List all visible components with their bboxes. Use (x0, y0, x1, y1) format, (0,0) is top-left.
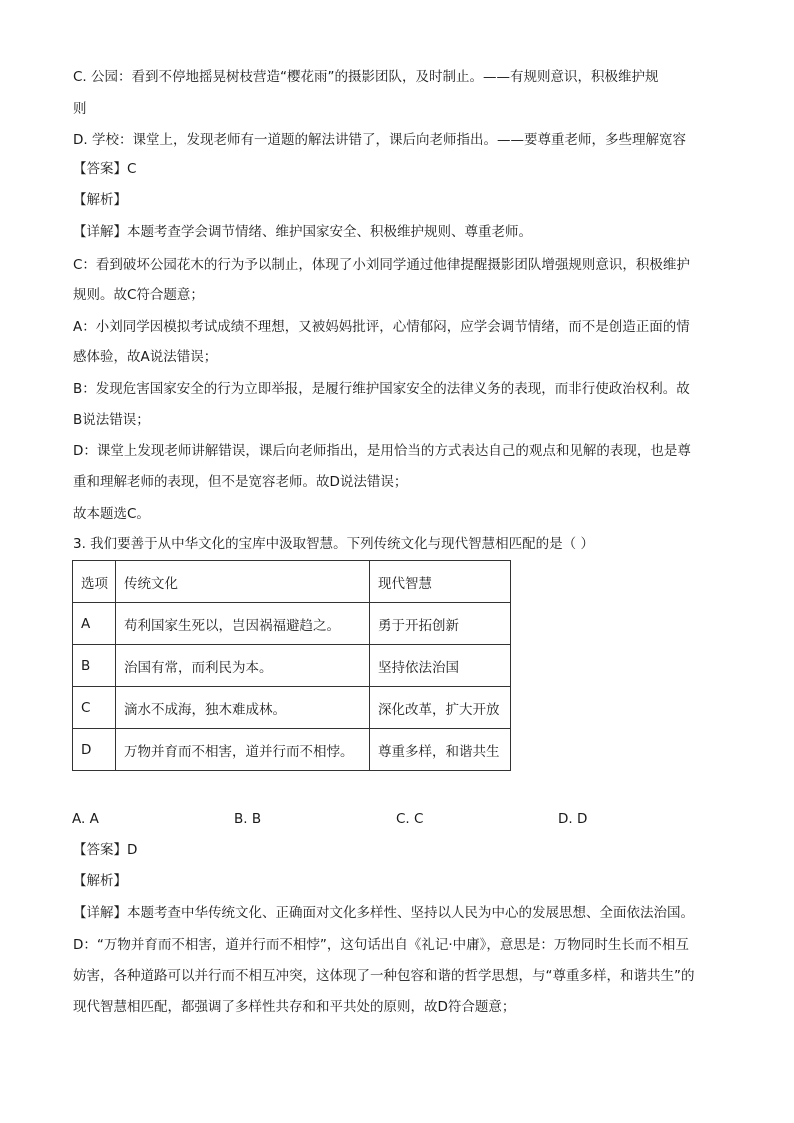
option-d: D. D (558, 811, 588, 827)
text-line: 【详解】本题考查学会调节情绪、维护国家安全、积极维护规则、尊重老师。 (73, 224, 532, 240)
table-cell: B (73, 645, 116, 687)
analysis-label: 【解析】 (73, 873, 127, 889)
table-row (73, 645, 511, 687)
text-line: 故本题选C。 (73, 506, 150, 522)
table-cell: 现代智慧 (370, 561, 511, 603)
table-cell: 苟利国家生死以，岂因祸福避趋之。 (116, 603, 370, 645)
text-line: B：发现危害国家安全的行为立即举报，是履行维护国家安全的法律义务的表现，而非行使政治权利。故 (73, 381, 690, 397)
table-row (73, 729, 511, 771)
option-c: C. C (396, 811, 424, 827)
text-line: 重和理解老师的表现，但不是宽容老师。故D说法错误； (73, 474, 408, 490)
table-cell: 万物并育而不相害，道并行而不相悖。 (116, 729, 370, 771)
table-row (73, 603, 511, 645)
answer-label: 【答案】C (73, 161, 137, 177)
table-cell: 尊重多样，和谐共生 (370, 729, 511, 771)
text-line: B说法错误； (73, 412, 150, 428)
text-line: 规则。故C符合题意； (73, 287, 204, 303)
table-cell: 坚持依法治国 (370, 645, 511, 687)
text-line: 妨害，各种道路可以并行而不相互冲突，这体现了一种包容和谐的哲学思想，与“尊重多样，和谐共生”的 (73, 968, 695, 984)
analysis-label: 【解析】 (73, 192, 127, 208)
option-b: B. B (234, 811, 262, 827)
table-cell: 深化改革，扩大开放 (370, 687, 511, 729)
question-table (72, 560, 511, 771)
answer-label: 【答案】D (73, 842, 138, 858)
table-cell: D (73, 729, 116, 771)
table-header-row (73, 561, 511, 603)
text-line: 【详解】本题考查中华传统文化、正确面对文化多样性、坚持以人民为中心的发展思想、全面依法治国。 (73, 905, 694, 921)
table-cell: 治国有常，而利民为本。 (116, 645, 370, 687)
text-line: 感体验，故A说法错误； (73, 349, 218, 365)
table-row (73, 687, 511, 729)
table-cell: A (73, 603, 116, 645)
text-line: C：看到破坏公园花木的行为予以制止，体现了小刘同学通过他律提醒摄影团队增强规则意识，积极维护 (73, 257, 690, 273)
table-cell: 选项 (73, 561, 116, 603)
table-cell: 传统文化 (116, 561, 370, 603)
table-cell: 勇于开拓创新 (370, 603, 511, 645)
text-line: D. 学校：课堂上，发现老师有一道题的解法讲错了，课后向老师指出。——要尊重老师，多些理解宽容 (73, 132, 686, 148)
option-a: A. A (72, 811, 99, 827)
text-line: 则 (73, 101, 87, 117)
table-cell: C (73, 687, 116, 729)
text-line: C. 公园：看到不停地摇晃树枝营造“樱花雨”的摄影团队，及时制止。——有规则意识，积极维护规 (73, 69, 659, 85)
question-3: 3. 我们要善于从中华文化的宝库中汲取智慧。下列传统文化与现代智慧相匹配的是（ ） (73, 536, 594, 552)
table-cell: 滴水不成海，独木难成林。 (116, 687, 370, 729)
text-line: D：“万物并育而不相害，道并行而不相悖”，这句话出自《礼记·中庸》，意思是：万物同时生长而不相互 (73, 937, 689, 953)
text-line: 现代智慧相匹配，都强调了多样性共存和和平共处的原则，故D符合题意； (73, 999, 516, 1015)
text-line: A：小刘同学因模拟考试成绩不理想，又被妈妈批评，心情郁闷，应学会调节情绪，而不是创造正面的情 (73, 319, 690, 335)
text-line: D：课堂上发现老师讲解错误，课后向老师指出，是用恰当的方式表达自己的观点和见解的表现，也是尊 (73, 443, 691, 459)
